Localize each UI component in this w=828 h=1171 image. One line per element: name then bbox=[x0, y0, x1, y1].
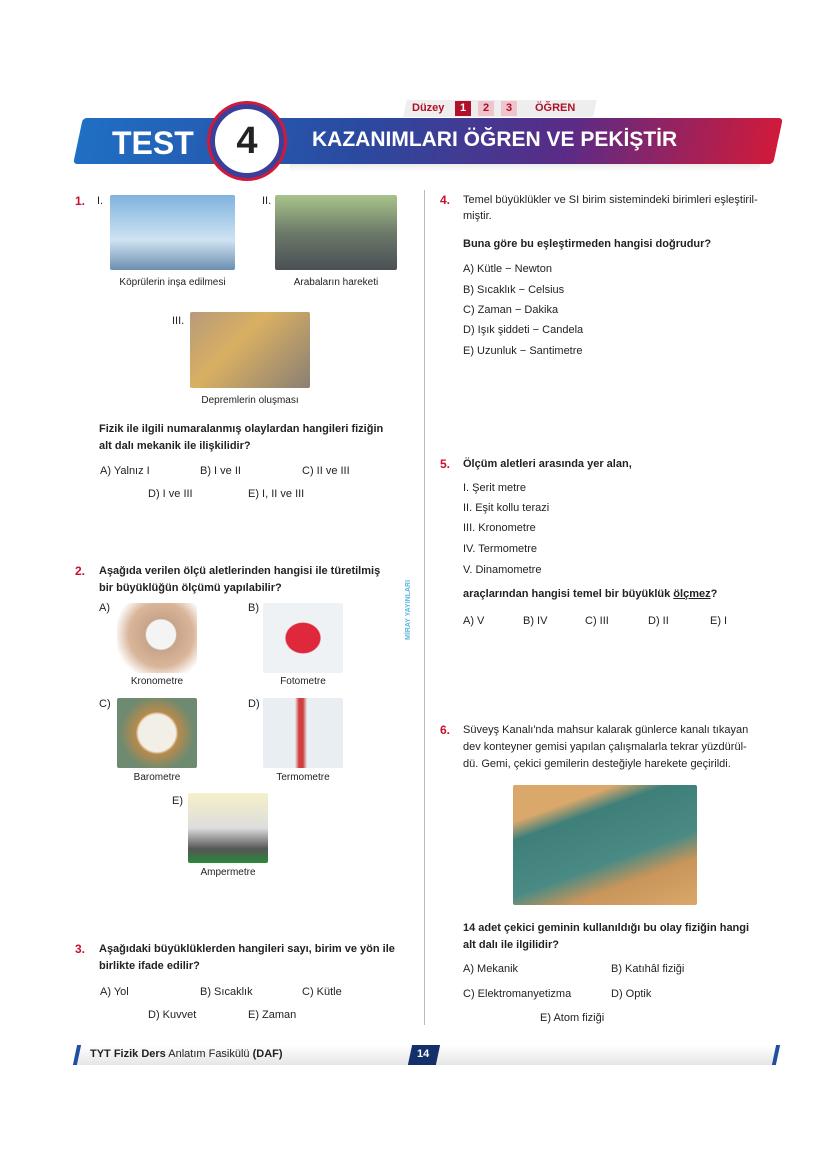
question-text: Ölçüm aletleri arasında yer alan, bbox=[463, 458, 632, 470]
prompt-part: araçlarından hangisi temel bir büyüklük bbox=[463, 588, 674, 600]
option-c[interactable]: C) Kütle bbox=[302, 986, 342, 998]
ammeter-image bbox=[188, 793, 268, 863]
option-d[interactable]: D) I ve III bbox=[148, 488, 193, 500]
option-b[interactable]: B) Sıcaklık − Celsius bbox=[463, 284, 565, 296]
option-e[interactable]: E) I, II ve III bbox=[248, 488, 305, 500]
question-text: Aşağıdaki büyüklüklerden hangileri sayı, birim ve yön ile bbox=[99, 943, 395, 955]
earthquake-image bbox=[190, 312, 310, 388]
prompt-part: ? bbox=[710, 588, 718, 600]
option-b[interactable]: B) I ve II bbox=[200, 465, 241, 477]
question-text: birlikte ifade edilir? bbox=[99, 960, 200, 972]
option-a[interactable]: A) Mekanik bbox=[463, 963, 519, 975]
caption: Depremlerin oluşması bbox=[201, 395, 299, 406]
thermometer-image bbox=[263, 698, 343, 768]
test-number: 4 bbox=[210, 104, 284, 178]
watermark: MİRAY YAYINLARI bbox=[405, 579, 412, 640]
ship-image bbox=[513, 785, 697, 905]
label: E) bbox=[172, 795, 183, 807]
option-c[interactable]: C) Elektromanyetizma bbox=[463, 988, 572, 1000]
list-item: I. Şerit metre bbox=[463, 482, 526, 494]
label: D) bbox=[248, 698, 260, 710]
option-c[interactable]: C) Zaman − Dakika bbox=[463, 304, 559, 316]
question-number: 6. bbox=[440, 723, 451, 737]
question-prompt: Buna göre bu eşleştirmeden hangisi doğrudur? bbox=[463, 238, 712, 250]
caption: Barometre bbox=[133, 772, 181, 783]
level-2: 2 bbox=[478, 101, 494, 116]
page-number: 14 bbox=[417, 1048, 430, 1060]
question-prompt: alt dalı ile ilgilidir? bbox=[463, 939, 559, 951]
book-title bbox=[90, 1048, 283, 1060]
label: III. bbox=[172, 315, 185, 327]
caption: Kronometre bbox=[130, 676, 184, 687]
page-title: KAZANIMLARI ÖĞREN VE PEKİŞTİR bbox=[312, 128, 678, 151]
label: C) bbox=[99, 698, 111, 710]
label: I. bbox=[97, 195, 104, 207]
option-b[interactable]: B) Sıcaklık bbox=[200, 986, 253, 998]
level-label: Düzey bbox=[412, 102, 445, 114]
book-title-bold: TYT Fizik Ders bbox=[90, 1048, 166, 1060]
column-divider bbox=[424, 190, 425, 1025]
option-e[interactable]: E) I bbox=[710, 615, 728, 627]
book-title-rest: Anlatım Fasikülü bbox=[165, 1048, 253, 1060]
question-text: Fizik ile ilgili numaralanmış olaylardan hangileri fiziğin bbox=[99, 423, 384, 435]
caption: Arabaların hareketi bbox=[293, 277, 379, 288]
question-number: 4. bbox=[440, 193, 451, 207]
option-e[interactable]: E) Uzunluk − Santimetre bbox=[463, 345, 583, 357]
question-prompt: 14 adet çekici geminin kullanıldığı bu olay fiziğin hangi bbox=[463, 922, 750, 934]
caption: Köprülerin inşa edilmesi bbox=[119, 277, 226, 288]
option-e[interactable]: E) Zaman bbox=[248, 1009, 297, 1021]
question-text: miştir. bbox=[463, 210, 492, 222]
question-number: 3. bbox=[75, 942, 86, 956]
label: B) bbox=[248, 602, 259, 614]
level-1: 1 bbox=[455, 101, 471, 116]
option-b[interactable]: B) Katıhâl fiziği bbox=[611, 963, 685, 975]
list-item: IV. Termometre bbox=[463, 543, 537, 555]
list-item: III. Kronometre bbox=[463, 522, 536, 534]
option-e[interactable]: E) Atom fiziği bbox=[540, 1012, 605, 1024]
question-text: dü. Gemi, çekici gemilerin desteğiyle harekete geçirildi. bbox=[463, 758, 731, 770]
question-text: bir büyüklüğün ölçümü yapılabilir? bbox=[99, 582, 282, 594]
question-text: Temel büyüklükler ve SI birim sistemindeki birimleri eşleştiril- bbox=[463, 194, 758, 206]
photometer-image bbox=[263, 603, 343, 673]
list-item: V. Dinamometre bbox=[463, 564, 542, 576]
question-number: 1. bbox=[75, 194, 86, 208]
question-text: Süveyş Kanalı'nda mahsur kalarak günlerce kanalı tıkayan bbox=[463, 724, 749, 736]
bridge-image bbox=[110, 195, 235, 270]
option-b[interactable]: B) IV bbox=[523, 615, 548, 627]
option-a[interactable]: A) Kütle − Newton bbox=[463, 263, 552, 275]
caption: Termometre bbox=[276, 772, 330, 783]
test-label: TEST bbox=[112, 125, 194, 161]
barometer-image bbox=[117, 698, 197, 768]
level-3: 3 bbox=[501, 101, 517, 116]
option-d[interactable]: D) II bbox=[648, 615, 669, 627]
stopwatch-image bbox=[117, 603, 197, 673]
prompt-emphasis: ölçmez bbox=[673, 588, 711, 600]
list-item: II. Eşit kollu terazi bbox=[463, 502, 550, 514]
caption: Fotometre bbox=[280, 676, 326, 687]
option-a[interactable]: A) Yol bbox=[100, 986, 129, 998]
label: A) bbox=[99, 602, 110, 614]
option-c[interactable]: C) III bbox=[585, 615, 609, 627]
option-d[interactable]: D) Kuvvet bbox=[148, 1009, 197, 1021]
question-text: dev konteyner gemisi yapılan çalışmalarla tekrar yüzdürül- bbox=[463, 741, 747, 753]
question-prompt bbox=[463, 588, 717, 600]
question-text: Aşağıda verilen ölçü aletlerinden hangisi ile türetilmiş bbox=[99, 565, 381, 577]
car-image bbox=[275, 195, 397, 270]
label: II. bbox=[262, 195, 272, 207]
option-a[interactable]: A) V bbox=[463, 615, 485, 627]
question-text: alt dalı mekanik ile ilişkilidir? bbox=[99, 440, 251, 452]
caption: Ampermetre bbox=[200, 867, 256, 878]
question-number: 5. bbox=[440, 457, 451, 471]
option-c[interactable]: C) II ve III bbox=[302, 465, 350, 477]
book-code: (DAF) bbox=[252, 1048, 283, 1060]
question-number: 2. bbox=[75, 564, 86, 578]
level-mode: ÖĞREN bbox=[535, 102, 576, 114]
option-d[interactable]: D) Işık şiddeti − Candela bbox=[463, 324, 584, 336]
option-a[interactable]: A) Yalnız I bbox=[100, 465, 150, 477]
option-d[interactable]: D) Optik bbox=[611, 988, 652, 1000]
